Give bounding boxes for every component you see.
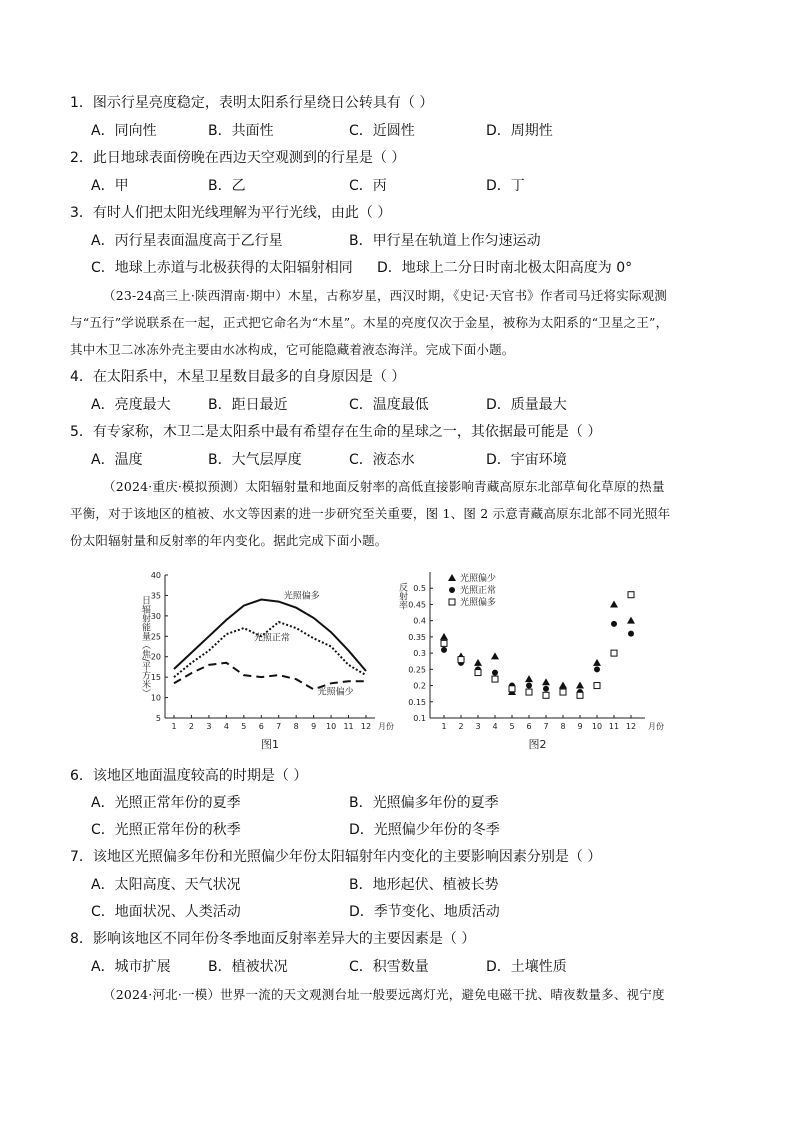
- chart1-series-line: [174, 663, 366, 690]
- chart2-point-triangle: [593, 659, 601, 666]
- chart1-x-tick-label: 2: [188, 722, 195, 731]
- chart2-point-circle: [594, 666, 600, 672]
- chart2-legend-marker: [448, 574, 456, 581]
- chart1-x-tick-label: 6: [258, 722, 264, 731]
- chart2-legend-marker: [449, 587, 455, 593]
- chart2-legend-marker: [449, 599, 455, 605]
- question-4-stem: 4．在太阳系中，木星卫星数目最多的自身原因是（ ）: [70, 369, 406, 385]
- q1-option-c[interactable]: C．近圆性: [349, 123, 415, 139]
- q1-option-a[interactable]: A．同向性: [91, 123, 157, 139]
- q4-option-d[interactable]: D．质量最大: [486, 397, 567, 413]
- chart2-x-tick-label: 9: [577, 722, 583, 731]
- q4-option-b[interactable]: B．距日最近: [208, 397, 288, 413]
- chart2-y-tick-label: 0.5: [413, 584, 426, 594]
- chart2-y-tick-label: 0.35: [408, 632, 426, 642]
- chart2-point-square: [577, 692, 583, 698]
- q7-option-b[interactable]: B．地形起伏、植被长势: [349, 877, 499, 893]
- passage-2-line-2: 平衡，对于该地区的植被、水文等因素的进一步研究至关重要，图 1、图 2 示意青藏高原东北部不同光照年: [70, 506, 671, 521]
- chart2-x-tick-label: 3: [475, 722, 481, 731]
- chart2-point-square: [475, 670, 481, 676]
- chart2-point-circle: [492, 670, 498, 676]
- question-3-stem: 3．有时人们把太阳光线理解为平行光线，由此（ ）: [70, 205, 392, 221]
- chart2-x-tick-label: 2: [458, 722, 464, 731]
- chart2-y-tick-label: 0.15: [408, 697, 426, 707]
- chart1-x-tick-label: 10: [325, 722, 337, 731]
- chart2-point-triangle: [491, 652, 499, 659]
- chart2-point-square: [526, 689, 532, 695]
- chart2-x-tick-label: 8: [560, 722, 566, 731]
- chart2-point-triangle: [610, 600, 618, 607]
- chart1-series-label: 光照偏多: [283, 591, 320, 602]
- passage-2-line-1: （2024·重庆·模拟预测）太阳辐射量和地面反射率的高低直接影响青藏高原东北部草甸化草原的热量: [103, 479, 665, 494]
- q2-option-b[interactable]: B．乙: [208, 178, 246, 194]
- chart2-y-label: 反射率: [397, 582, 407, 610]
- q8-option-b[interactable]: B．植被状况: [208, 959, 288, 975]
- chart2-x-tick-label: 4: [492, 722, 498, 731]
- question-2-stem: 2．此日地球表面傍晚在西边天空观测到的行星是（ ）: [70, 150, 406, 166]
- chart1-x-tick-label: 4: [223, 722, 229, 731]
- q7-option-c[interactable]: C．地面状况、人类活动: [91, 904, 241, 920]
- chart2-point-triangle: [627, 617, 635, 624]
- q7-option-a[interactable]: A．太阳高度、天气状况: [91, 877, 241, 893]
- chart1-y-tick-label: 35: [150, 591, 161, 601]
- chart2-legend-label: 光照偏多: [460, 598, 497, 608]
- chart2-x-tick-label: 6: [526, 722, 532, 731]
- chart1-x-tick-label: 9: [311, 722, 317, 731]
- chart2-x-tick-label: 10: [591, 722, 603, 731]
- chart2-point-square: [543, 692, 549, 698]
- passage-1-line-1: （23-24高三上·陕西渭南·期中）木星，古称岁星，西汉时期，《史记·天官书》作者司马迁将实际观测: [103, 288, 668, 303]
- chart2-point-circle: [628, 631, 634, 637]
- q2-option-d[interactable]: D．丁: [486, 178, 525, 194]
- chart1-x-tick-label: 5: [241, 722, 247, 731]
- q5-option-b[interactable]: B．大气层厚度: [208, 452, 302, 468]
- chart2-y-tick-label: 0.3: [413, 649, 426, 659]
- chart2-point-square: [441, 640, 447, 646]
- q3-option-d[interactable]: D．地球上二分日时南北极太阳高度为 0°: [377, 260, 633, 276]
- chart1-y-tick-label: 40: [150, 571, 161, 580]
- q8-option-a[interactable]: A．城市扩展: [91, 959, 171, 975]
- q8-option-c[interactable]: C．积雪数量: [349, 959, 429, 975]
- chart1-y-label: 日辐射能量（焦/平方米）: [140, 595, 150, 698]
- passage-1-line-3: 其中木卫二冰冻外壳主要由水冰构成，它可能隐藏着液态海洋。完成下面小题。: [70, 342, 515, 357]
- q6-option-a[interactable]: A．光照正常年份的夏季: [91, 795, 241, 811]
- chart1-y-tick-label: 30: [150, 611, 161, 621]
- chart2-point-square: [492, 676, 498, 682]
- chart1-x-tick-label: 3: [206, 722, 212, 731]
- q5-option-c[interactable]: C．液态水: [349, 452, 415, 468]
- question-6-stem: 6．该地区地面温度较高的时期是（ ）: [70, 768, 308, 784]
- chart2-y-tick-label: 0.1: [413, 714, 426, 723]
- chart2-point-circle: [526, 683, 532, 689]
- chart1-y-tick-label: 15: [150, 673, 161, 683]
- chart2-point-square: [611, 650, 617, 656]
- chart2-x-tick-label: 1: [441, 722, 447, 731]
- chart1-y-tick-label: 5: [155, 714, 161, 723]
- chart1-x-tick-label: 8: [293, 722, 299, 731]
- chart2-x-tick-label: 7: [543, 722, 549, 731]
- chart1-title: 图1: [261, 738, 279, 751]
- q6-option-c[interactable]: C．光照正常年份的秋季: [91, 822, 241, 838]
- chart2-point-triangle: [474, 659, 482, 666]
- q6-option-b[interactable]: B．光照偏多年份的夏季: [349, 795, 499, 811]
- q2-option-a[interactable]: A．甲: [91, 178, 129, 194]
- chart2-point-square: [628, 592, 634, 598]
- passage-1-line-2: 与“五行”学说联系在一起，正式把它命名为“木星”。木星的亮度仅次于金星，被称为太阳系的“卫星之王”，: [70, 315, 669, 330]
- chart2-point-triangle: [525, 675, 533, 682]
- chart2-legend-label: 光照正常: [460, 586, 497, 596]
- passage-3-line-1: （2024·河北·一模）世界一流的天文观测台址一般要远离灯光，避免电磁干扰、晴夜数量多、视宁度: [103, 987, 665, 1002]
- chart2-point-square: [560, 689, 566, 695]
- chart2-x-tick-label: 5: [509, 722, 515, 731]
- chart2-x-label: 月份: [648, 722, 664, 731]
- q4-option-a[interactable]: A．亮度最大: [91, 397, 171, 413]
- chart2-point-square: [458, 657, 464, 663]
- chart2-y-tick-label: 0.45: [408, 600, 426, 610]
- chart2-point-triangle: [440, 633, 448, 640]
- q1-option-d[interactable]: D．周期性: [486, 123, 553, 139]
- chart2-point-triangle: [542, 678, 550, 685]
- q1-option-b[interactable]: B．共面性: [208, 123, 274, 139]
- question-7-stem: 7．该地区光照偏多年份和光照偏少年份太阳辐射年内变化的主要影响因素分别是（ ）: [70, 849, 602, 865]
- passage-2-line-3: 份太阳辐射量和反射率的年内变化。据此完成下面小题。: [70, 533, 388, 548]
- chart2-y-tick-label: 0.25: [408, 665, 426, 675]
- chart2-title: 图2: [528, 738, 547, 751]
- q5-option-d[interactable]: D．宇宙环境: [486, 452, 567, 468]
- chart1-x-tick-label: 1: [171, 722, 177, 731]
- chart2-y-tick-label: 0.4: [413, 616, 426, 626]
- question-8-stem: 8．影响该地区不同年份冬季地面反射率差异大的主要因素是（ ）: [70, 931, 476, 947]
- chart1-x-label: 月份: [378, 722, 394, 731]
- chart2-point-circle: [543, 686, 549, 692]
- chart2-point-triangle: [576, 682, 584, 689]
- chart1-y-tick-label: 10: [150, 693, 161, 703]
- question-1-stem: 1．图示行星亮度稳定，表明太阳系行星绕日公转具有（ ）: [70, 95, 434, 111]
- q7-option-d[interactable]: D．季节变化、地质活动: [349, 904, 500, 920]
- q3-option-a[interactable]: A．丙行星表面温度高于乙行星: [91, 233, 283, 249]
- q8-option-d[interactable]: D．土壤性质: [486, 959, 567, 975]
- q6-option-d[interactable]: D．光照偏少年份的冬季: [349, 822, 500, 838]
- chart1-x-tick-label: 11: [343, 722, 354, 731]
- q2-option-c[interactable]: C．丙: [349, 178, 387, 194]
- q4-option-c[interactable]: C．温度最低: [349, 397, 429, 413]
- chart2-y-tick-label: 0.2: [413, 681, 426, 691]
- chart2-legend-label: 光照偏少: [460, 574, 497, 584]
- chart2-x-tick-label: 11: [608, 722, 620, 731]
- chart2-point-triangle: [559, 682, 567, 689]
- question-5-stem: 5．有专家称，木卫二是太阳系中最有希望存在生命的星球之一，其依据最可能是（ ）: [70, 424, 602, 440]
- chart1-series-label: 光照正常: [253, 633, 290, 644]
- chart1-x-tick-label: 7: [276, 722, 282, 731]
- q5-option-a[interactable]: A．温度: [91, 452, 143, 468]
- chart2-point-square: [509, 686, 515, 692]
- chart2-point-square: [594, 683, 600, 689]
- q3-option-c[interactable]: C．地球上赤道与北极获得的太阳辐射相同: [91, 260, 353, 276]
- chart1-x-tick-label: 12: [360, 722, 372, 731]
- chart1-series-label: 光照偏少: [317, 687, 354, 698]
- chart1-y-tick-label: 20: [150, 652, 161, 662]
- chart2-point-circle: [611, 621, 617, 627]
- chart2-x-tick-label: 12: [625, 722, 637, 731]
- figure-charts: [120, 560, 680, 760]
- q3-option-b[interactable]: B．甲行星在轨道上作匀速运动: [349, 233, 541, 249]
- chart2-point-circle: [441, 647, 447, 653]
- chart1-y-tick-label: 25: [150, 632, 161, 642]
